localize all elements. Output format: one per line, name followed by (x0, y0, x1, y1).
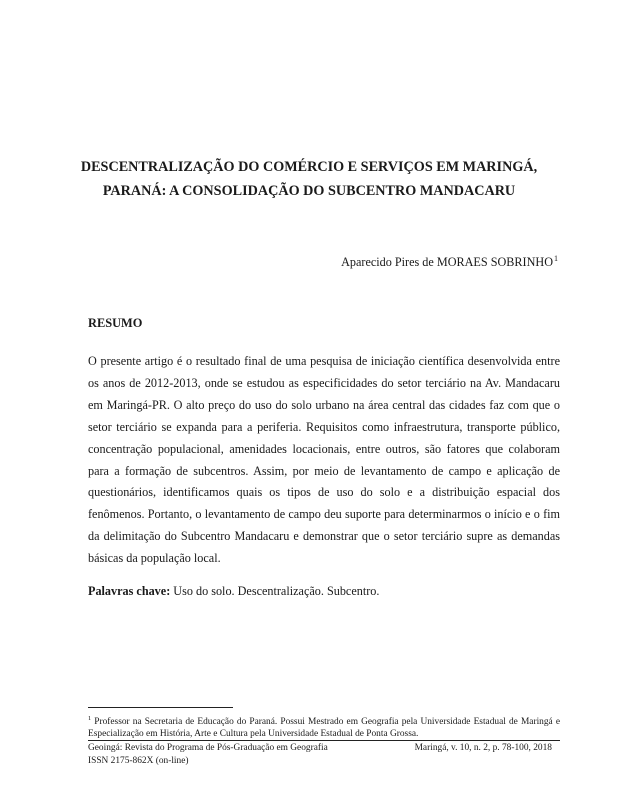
article-title-line-1: DESCENTRALIZAÇÃO DO COMÉRCIO E SERVIÇOS EM MARINGÁ, (80, 159, 538, 175)
keywords (88, 583, 560, 599)
footer-divider (88, 740, 560, 741)
author-name: Aparecido Pires de MORAES SOBRINHO (341, 255, 553, 269)
abstract-heading: RESUMO (88, 316, 143, 330)
footnote-marker: 1 (88, 715, 92, 722)
author-line (341, 251, 558, 270)
footnote-divider (88, 707, 233, 708)
abstract-text: O presente artigo é o resultado final de uma pesquisa de iniciação científica desenvolvida entre os anos de 2012-2013, onde se estudou as especificidades do setor terciário na Av. Mandacaru em Maringá-PR. O alto preço do uso do solo urbano na área central das cidades faz com que o setor terciário se expanda para a periferia. Requisitos como infraestrutura, transporte público, concentração populacional, amenidades locacionais, entre outros, são fatores que colaboram para a formação de subcentros. Assim, por meio de levantamento de campo e aplicação de questionários, identificamos quais os tipos de uso do solo e a distribuição espacial dos fenômenos. Portanto, o levantamento de campo deu suporte para determinarmos o início e o fim da delimitação do Subcentro Mandacaru e demonstrar que o setor terciário supre as demandas básicas da população local. (88, 354, 560, 566)
footer-journal-name: Geoingá: Revista do Programa de Pós-Graduação em Geografia (88, 743, 328, 753)
keywords-label: Palavras chave: (88, 584, 171, 598)
footnote-text: Professor na Secretaria de Educação do Paraná. Possui Mestrado em Geografia pela Universidade Estadual de Maringá e Especialização em História, Arte e Cultura pela Universidade Estadual de Ponta Grossa. (88, 717, 560, 739)
footer-issn: ISSN 2175-862X (on-line) (88, 755, 189, 766)
footer-citation: Maringá, v. 10, n. 2, p. 78-100, 2018 (414, 743, 552, 753)
article-title-line-2: PARANÁ: A CONSOLIDAÇÃO DO SUBCENTRO MANDACARU (102, 183, 516, 199)
article-title (60, 155, 558, 203)
author-footnote-marker: 1 (554, 254, 558, 263)
footer-journal-info (88, 742, 328, 767)
footnote (88, 713, 560, 740)
keywords-value: Uso do solo. Descentralização. Subcentro. (170, 584, 380, 598)
